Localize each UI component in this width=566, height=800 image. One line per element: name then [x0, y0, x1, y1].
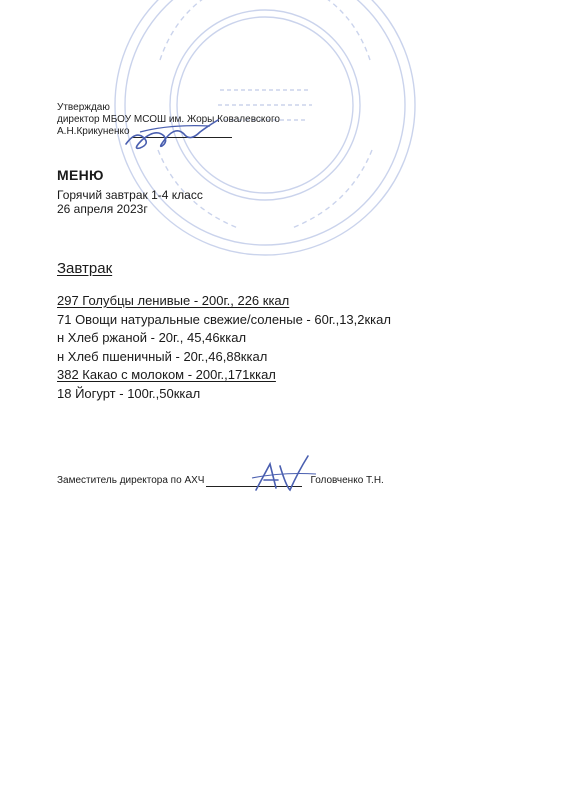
director-signature [120, 118, 240, 156]
footer-name: Головченко Т.Н. [310, 475, 384, 486]
menu-item: 297 Голубцы ленивые - 200г., 226 ккал [57, 293, 290, 308]
menu-item: 382 Какао с молоком - 200г.,171ккал [57, 367, 276, 382]
menu-date: 26 апреля 2023г [57, 202, 148, 216]
deputy-signature [248, 452, 320, 498]
approval-title: Утверждаю [57, 102, 110, 113]
menu-item: н Хлеб пшеничный - 20г.,46,88ккал [57, 348, 268, 364]
menu-item: 71 Овощи натуральные свежие/соленые - 60г.,13,2ккал [57, 311, 391, 327]
menu-list [57, 292, 391, 403]
approval-position: директор МБОУ МСОШ им. Жоры Ковалевского [57, 114, 280, 125]
approval-name: А.Н.Крикуненко [57, 126, 130, 137]
footer-position: Заместитель директора по АХЧ [57, 475, 205, 486]
menu-item: н Хлеб ржаной - 20г., 45,46ккал [57, 330, 247, 345]
menu-item: 18 Йогурт - 100г.,50ккал [57, 385, 201, 401]
meal-heading: Завтрак [57, 260, 113, 277]
menu-title: МЕНЮ [57, 167, 104, 183]
menu-subtitle: Горячий завтрак 1-4 класс [57, 188, 203, 202]
footer-signature-line [57, 475, 384, 487]
